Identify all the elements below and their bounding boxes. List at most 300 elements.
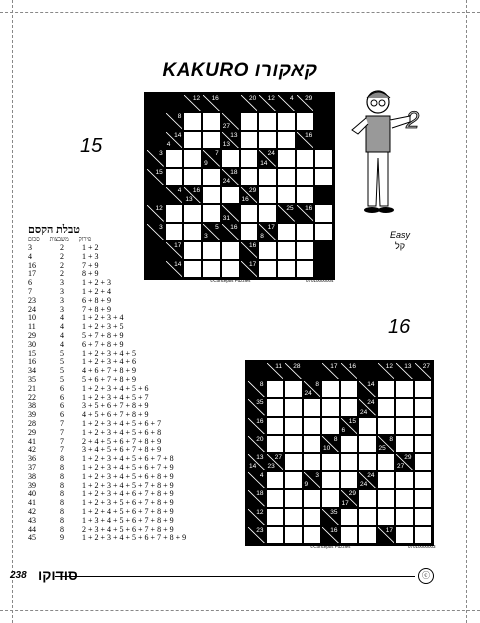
empty-answer-cell[interactable] [284,471,303,489]
empty-answer-cell[interactable] [321,471,340,489]
blocked-cell [314,260,333,278]
clue-across-number: 16 [248,242,257,250]
empty-answer-cell[interactable] [296,223,315,241]
empty-answer-cell[interactable] [395,471,414,489]
empty-answer-cell[interactable] [202,168,221,186]
clue-across-number: 20 [248,95,257,102]
table-cell-sum: 37 [28,462,36,472]
blocked-cell [146,94,165,112]
clue-across-number: 14 [174,131,182,139]
trim-line-bottom [0,610,480,611]
table-row [28,253,186,262]
empty-answer-cell[interactable] [258,131,277,149]
clue-across-number: 27 [422,363,430,370]
empty-answer-cell[interactable] [358,489,377,507]
svg-text:2: 2 [406,107,420,134]
empty-answer-cell[interactable] [314,149,333,167]
clue-down-number: 13 [185,196,193,204]
table-cell-sum: 35 [28,374,36,384]
empty-answer-cell[interactable] [165,149,184,167]
puzzle-16-number: 16 [388,316,411,338]
empty-answer-cell[interactable] [414,453,433,471]
empty-answer-cell[interactable] [277,223,296,241]
table-cell-sum: 24 [28,304,36,314]
empty-answer-cell[interactable] [340,380,359,398]
table-cell-sum: 44 [28,524,36,534]
table-cell-count: 5 [60,366,64,376]
table-cell-breakdown: 1 + 3 + 4 + 5 + 6 + 7 + 8 + 9 [82,515,174,525]
corner-logo-icon: ⓒ [418,568,434,584]
empty-answer-cell[interactable] [277,260,296,278]
clue-across-number: 25 [286,205,294,213]
puzzle-16-copyright: ©Conceptis Puzzles [310,544,351,549]
clue-cell [247,453,266,471]
empty-answer-cell[interactable] [183,260,202,278]
empty-answer-cell[interactable] [258,241,277,259]
clue-cell [247,435,266,453]
empty-answer-cell[interactable] [258,204,277,222]
clue-across-number: 13 [256,454,264,461]
table-cell-count: 2 [60,251,64,261]
table-cell-sum: 11 [28,322,36,332]
empty-answer-cell[interactable] [240,149,259,167]
empty-answer-cell[interactable] [321,398,340,416]
empty-answer-cell[interactable] [277,168,296,186]
table-row [28,262,186,271]
trim-line-left [12,0,13,623]
empty-answer-cell[interactable] [266,435,285,453]
clue-across-number: 35 [256,399,264,407]
clue-across-number: 16 [330,526,338,534]
empty-answer-cell[interactable] [240,204,259,222]
clue-down-number: 27 [222,122,231,130]
clue-down-number: 6 [341,426,346,434]
clue-across-number: 24 [367,399,375,407]
empty-answer-cell[interactable] [240,131,259,149]
empty-answer-cell[interactable] [377,471,396,489]
clue-cell [296,131,315,149]
empty-answer-cell[interactable] [202,112,221,130]
table-cell-count: 3 [60,295,64,305]
clue-across-number: 16 [230,223,238,231]
empty-answer-cell[interactable] [340,508,359,526]
table-cell-breakdown: 6 + 7 + 8 + 9 [82,339,124,349]
table-cell-sum: 22 [28,392,36,402]
blocked-cell [146,112,165,130]
table-cell-count: 7 [60,418,64,428]
table-cell-breakdown: 1 + 2 + 3 + 4 + 5 + 7 + 8 + 9 [82,480,174,490]
table-cell-sum: 28 [28,418,36,428]
empty-answer-cell[interactable] [303,453,322,471]
empty-answer-cell[interactable] [414,398,433,416]
empty-answer-cell[interactable] [340,471,359,489]
empty-answer-cell[interactable] [314,168,333,186]
empty-answer-cell[interactable] [266,508,285,526]
table-cell-count: 8 [60,480,64,490]
empty-answer-cell[interactable] [358,508,377,526]
table-cell-sum: 3 [28,243,32,252]
table-cell-sum: 23 [28,295,36,305]
kakuro-grid-16 [245,360,434,546]
table-cell-count: 5 [60,348,64,358]
empty-answer-cell[interactable] [395,398,414,416]
clue-across-number: 5 [215,223,219,231]
table-cell-breakdown: 1 + 2 [82,243,99,252]
empty-answer-cell[interactable] [377,489,396,507]
clue-cell [240,241,259,259]
empty-answer-cell[interactable] [284,508,303,526]
table-cell-breakdown: 3 + 5 + 6 + 7 + 8 + 9 [82,401,149,411]
empty-answer-cell[interactable] [414,380,433,398]
table-cell-count: 3 [60,304,64,314]
table-cell-sum: 42 [28,506,36,516]
blocked-cell [303,362,322,380]
puzzle-15-number: 15 [80,135,103,157]
empty-answer-cell[interactable] [414,508,433,526]
empty-answer-cell[interactable] [296,149,315,167]
clue-cell [414,362,433,380]
table-cell-breakdown: 5 + 7 + 8 + 9 [82,330,124,340]
clue-cell [221,204,240,222]
clue-down-number: 27 [397,463,405,471]
empty-answer-cell[interactable] [284,417,303,435]
clue-cell [247,471,266,489]
clue-down-number: 3 [204,233,208,241]
empty-answer-cell[interactable] [303,435,322,453]
empty-answer-cell[interactable] [340,398,359,416]
empty-answer-cell[interactable] [377,508,396,526]
table-cell-sum: 41 [28,436,36,446]
clue-cell [240,186,259,204]
empty-answer-cell[interactable] [414,417,433,435]
clue-down-number: 13 [222,141,231,149]
clue-across-number: 12 [155,205,163,213]
table-cell-breakdown: 1 + 2 + 3 + 4 + 5 + 6 + 7 + 8 + 9 [82,533,187,543]
empty-answer-cell[interactable] [284,453,303,471]
clue-down-number: 9 [304,481,309,489]
empty-answer-cell[interactable] [277,241,296,259]
empty-answer-cell[interactable] [340,453,359,471]
empty-answer-cell[interactable] [414,489,433,507]
clue-across-number: 29 [404,454,412,461]
clue-cell [202,94,221,112]
table-cell-breakdown: 1 + 2 + 3 + 4 + 6 [82,357,137,367]
clue-across-number: 3 [159,223,163,231]
table-cell-sum: 45 [28,533,36,543]
clue-cell [258,149,277,167]
table-cell-breakdown: 1 + 2 + 3 + 4 + 6 + 7 + 8 + 9 [82,489,174,499]
empty-answer-cell[interactable] [303,526,322,544]
clue-cell [340,362,359,380]
empty-answer-cell[interactable] [266,489,285,507]
empty-answer-cell[interactable] [314,204,333,222]
clue-across-number: 27 [274,454,282,461]
empty-answer-cell[interactable] [377,398,396,416]
clue-across-number: 4 [289,95,294,102]
table-cell-sum: 10 [28,313,36,323]
empty-answer-cell[interactable] [202,186,221,204]
table-cell-breakdown: 8 + 9 [82,269,99,279]
empty-answer-cell[interactable] [183,241,202,259]
clue-cell [221,112,240,130]
table-cell-breakdown: 3 + 4 + 5 + 6 + 7 + 8 + 9 [82,445,162,455]
empty-answer-cell[interactable] [377,380,396,398]
empty-answer-cell[interactable] [266,380,285,398]
empty-answer-cell[interactable] [358,526,377,544]
empty-answer-cell[interactable] [395,380,414,398]
empty-answer-cell[interactable] [277,112,296,130]
empty-answer-cell[interactable] [395,508,414,526]
empty-answer-cell[interactable] [183,112,202,130]
empty-answer-cell[interactable] [183,131,202,149]
empty-answer-cell[interactable] [340,435,359,453]
clue-cell [247,417,266,435]
table-cell-sum: 7 [28,286,32,296]
empty-answer-cell[interactable] [321,489,340,507]
table-cell-sum: 29 [28,330,36,340]
table-cell-count: 8 [60,454,64,464]
table-cell-count: 6 [60,392,64,402]
empty-answer-cell[interactable] [395,435,414,453]
table-cell-count: 8 [60,489,64,499]
empty-answer-cell[interactable] [221,186,240,204]
empty-answer-cell[interactable] [303,489,322,507]
clue-cell [296,94,315,112]
table-cell-sum: 43 [28,515,36,525]
clue-down-number: 10 [323,445,331,452]
table-header-sum: סכום [28,237,40,243]
table-cell-sum: 39 [28,410,36,420]
empty-answer-cell[interactable] [296,168,315,186]
table-cell-count: 6 [60,401,64,411]
empty-answer-cell[interactable] [284,435,303,453]
clue-cell [146,149,165,167]
clue-across-number: 17 [267,223,275,231]
empty-answer-cell[interactable] [221,260,240,278]
clue-across-number: 16 [192,186,201,194]
trim-line-right [466,0,467,623]
empty-answer-cell[interactable] [321,417,340,435]
puzzle-16-code: 07010000003 [408,544,436,549]
cartoon-character-illustration [348,88,422,224]
empty-answer-cell[interactable] [258,186,277,204]
empty-answer-cell[interactable] [321,453,340,471]
clue-across-number: 29 [348,490,356,498]
clue-cell [146,168,165,186]
empty-answer-cell[interactable] [340,526,359,544]
clue-cell [340,417,359,435]
empty-answer-cell[interactable] [321,380,340,398]
empty-answer-cell[interactable] [266,471,285,489]
empty-answer-cell[interactable] [414,435,433,453]
empty-answer-cell[interactable] [183,223,202,241]
clue-cell [247,380,266,398]
clue-across-number: 28 [293,363,301,370]
empty-answer-cell[interactable] [202,260,221,278]
empty-answer-cell[interactable] [284,526,303,544]
table-cell-breakdown: 1 + 2 + 3 + 4 + 5 + 6 + 8 + 9 [82,471,174,481]
empty-answer-cell[interactable] [183,204,202,222]
clue-cell [221,223,240,241]
clue-down-number: 8 [260,233,264,241]
empty-answer-cell[interactable] [395,489,414,507]
difficulty-label-he: קל [394,241,406,251]
clue-across-number: 8 [259,381,264,389]
puzzle-15-copyright: ©Conceptis Puzzles [210,278,251,283]
empty-answer-cell[interactable] [296,112,315,130]
empty-answer-cell[interactable] [358,417,377,435]
empty-answer-cell[interactable] [277,149,296,167]
table-cell-sum: 16 [28,260,36,270]
empty-answer-cell[interactable] [377,417,396,435]
table-cell-breakdown: 1 + 3 [82,251,99,261]
empty-answer-cell[interactable] [303,398,322,416]
empty-answer-cell[interactable] [240,168,259,186]
empty-answer-cell[interactable] [284,380,303,398]
table-header-breakdown: פירוק [78,237,92,243]
empty-answer-cell[interactable] [414,526,433,544]
empty-answer-cell[interactable] [358,435,377,453]
empty-answer-cell[interactable] [221,241,240,259]
clue-across-number: 24 [367,472,375,480]
blocked-cell [314,186,333,204]
table-cell-breakdown: 4 + 6 + 7 + 8 + 9 [82,366,137,376]
clue-across-number: 12 [256,508,264,516]
empty-answer-cell[interactable] [202,131,221,149]
empty-answer-cell[interactable] [165,204,184,222]
empty-answer-cell[interactable] [395,417,414,435]
table-cell-count: 9 [60,533,64,543]
table-cell-breakdown: 1 + 2 + 3 + 5 + 6 + 7 + 8 + 9 [82,498,174,508]
table-cell-count: 2 [60,243,64,252]
clue-down-number: 31 [222,214,231,222]
empty-answer-cell[interactable] [240,223,259,241]
empty-answer-cell[interactable] [395,526,414,544]
table-cell-sum: 41 [28,498,36,508]
table-cell-sum: 30 [28,339,36,349]
clue-down-number: 24 [222,177,231,185]
table-cell-sum: 39 [28,480,36,490]
clue-down-number: 14 [249,463,257,471]
table-cell-count: 6 [60,383,64,393]
empty-answer-cell[interactable] [258,168,277,186]
footer-rule [55,576,415,577]
table-body [28,244,186,543]
empty-answer-cell[interactable] [258,260,277,278]
clue-across-number: 15 [155,168,163,176]
empty-answer-cell[interactable] [266,398,285,416]
clue-cell [321,362,340,380]
clue-cell [303,471,322,489]
table-cell-breakdown: 2 + 4 + 5 + 6 + 7 + 8 + 9 [82,436,162,446]
empty-answer-cell[interactable] [314,223,333,241]
clue-across-number: 3 [315,472,319,480]
blocked-cell [314,94,333,112]
clue-across-number: 7 [215,150,219,158]
table-cell-count: 8 [60,515,64,525]
table-header-cells: משבצות [49,237,69,243]
clue-across-number: 8 [333,435,338,443]
empty-answer-cell[interactable] [358,453,377,471]
empty-answer-cell[interactable] [258,112,277,130]
empty-answer-cell[interactable] [202,204,221,222]
table-cell-sum: 36 [28,454,36,464]
table-row [28,244,186,253]
clue-cell [303,380,322,398]
clue-across-number: 24 [267,150,275,158]
empty-answer-cell[interactable] [183,149,202,167]
clue-across-number: 4 [177,186,182,194]
clue-across-number: 12 [385,363,393,370]
empty-answer-cell[interactable] [303,508,322,526]
empty-answer-cell[interactable] [183,168,202,186]
table-cell-sum: 16 [28,357,36,367]
empty-answer-cell[interactable] [284,398,303,416]
empty-answer-cell[interactable] [303,417,322,435]
empty-answer-cell[interactable] [277,186,296,204]
blocked-cell [314,241,333,259]
empty-answer-cell[interactable] [284,489,303,507]
empty-answer-cell[interactable] [202,241,221,259]
puzzle-15-code: 07010000004 [306,278,334,283]
clue-down-number: 23 [267,463,275,471]
clue-down-number: 24 [360,408,368,416]
clue-cell [395,453,414,471]
clue-down-number: 17 [341,499,349,507]
empty-answer-cell[interactable] [266,526,285,544]
clue-cell [221,168,240,186]
clue-across-number: 12 [267,95,275,102]
table-row [28,534,186,543]
magic-sum-table [28,224,186,543]
empty-answer-cell[interactable] [165,168,184,186]
empty-answer-cell[interactable] [221,149,240,167]
clue-cell [146,204,165,222]
table-cell-breakdown: 1 + 2 + 3 + 4 [82,313,124,323]
empty-answer-cell[interactable] [296,186,315,204]
clue-cell [258,223,277,241]
table-cell-count: 8 [60,498,64,508]
empty-answer-cell[interactable] [296,260,315,278]
blocked-cell [165,94,184,112]
empty-answer-cell[interactable] [240,112,259,130]
clue-cell [202,223,221,241]
clue-cell [258,94,277,112]
empty-answer-cell[interactable] [414,471,433,489]
clue-down-number: 24 [360,481,368,489]
page-title: KAKURO קאקורו [162,60,318,81]
empty-answer-cell[interactable] [266,417,285,435]
clue-across-number: 16 [348,363,356,370]
table-cell-sum: 17 [28,269,36,279]
empty-answer-cell[interactable] [377,453,396,471]
clue-cell [266,362,285,380]
clue-cell [183,94,202,112]
clue-down-number: 9 [204,159,208,167]
clue-cell [277,204,296,222]
clue-down-number: 16 [241,196,249,204]
clue-across-number: 4 [259,472,264,480]
page-number: 238 [10,570,27,581]
clue-cell [340,489,359,507]
clue-cell [358,398,377,416]
clue-cell [277,94,296,112]
table-cell-breakdown: 1 + 2 + 3 + 4 + 5 + 7 [82,392,149,402]
clue-across-number: 13 [404,363,412,370]
empty-answer-cell[interactable] [296,241,315,259]
empty-answer-cell[interactable] [277,131,296,149]
table-cell-sum: 38 [28,471,36,481]
